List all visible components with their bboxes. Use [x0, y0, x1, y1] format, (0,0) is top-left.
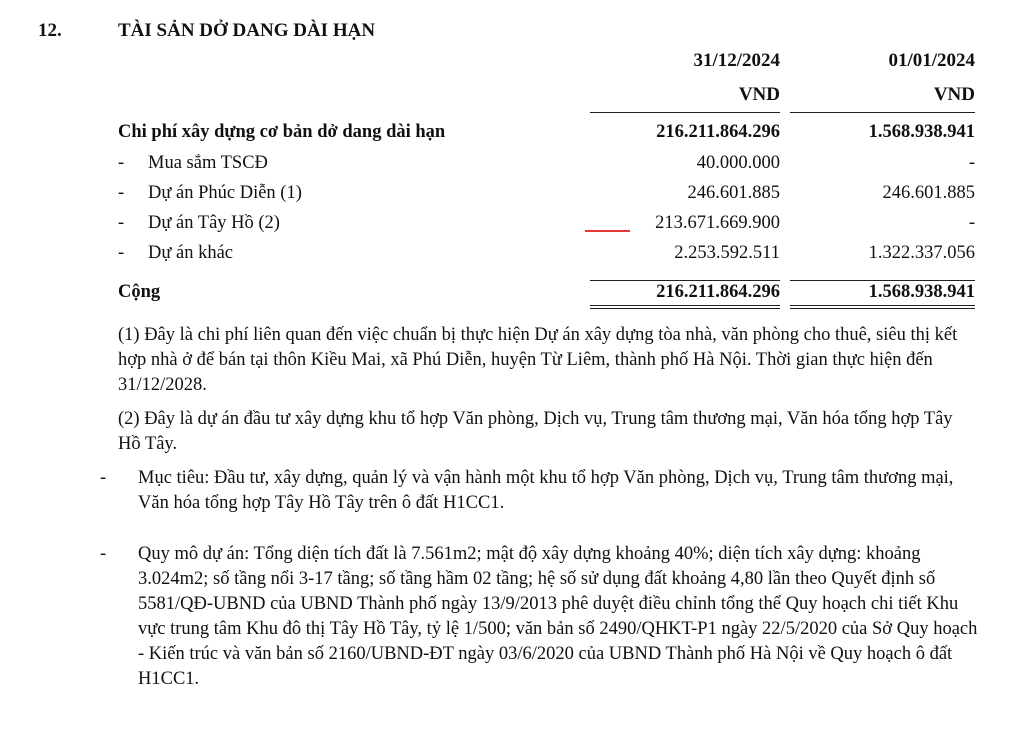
- table-row: [0, 183, 1024, 213]
- row-value-2023: 1.322.337.056: [868, 243, 975, 263]
- row-dash: -: [118, 183, 125, 203]
- table-row: [0, 153, 1024, 183]
- total-double-rule-2a: [790, 305, 975, 306]
- bullet-dash: -: [100, 544, 107, 564]
- footnote-2: (2) Đây là dự án đầu tư xây dựng khu tổ hợp Văn phòng, Dịch vụ, Trung tâm thương mại, Văn hóa tổng hợp Tây Hồ Tây.: [118, 409, 953, 454]
- bullet-dash: -: [100, 468, 107, 488]
- row-dash: -: [118, 153, 125, 173]
- footnote-1: (1) Đây là chi phí liên quan đến việc chuẩn bị thực hiện Dự án xây dựng tòa nhà, văn phòng cho thuê, siêu thị kết hợp nhà ở để bán tại thôn Kiều Mai, xã Phú Diễn, huyện Từ Liêm, thành phố Hà Nội. Thời gian thực hiện đến 31/12/2028.: [118, 325, 958, 395]
- total-rule-top-2: [790, 280, 975, 281]
- section-number: 12.: [38, 20, 62, 41]
- total-double-rule-1a: [590, 305, 780, 306]
- header-underline-2: [790, 112, 975, 113]
- column-header-date-2: 01/01/2024: [888, 50, 975, 71]
- bullet-scale: Quy mô dự án: Tổng diện tích đất là 7.561m2; mật độ xây dựng khoảng 40%; diện tích xây dựng: khoảng 3.024m2; số tầng nổi 3-17 tầng; số tầng hầm 02 tầng; hệ số sử dụng đất khoảng 4,80 lần theo Quyết định số 5581/QĐ-UBND của UBND Thành phố ngày 13/9/2013 phê duyệt điều chỉnh tổng thể Quy hoạch chi tiết Khu vực trung tâm Khu đô thị Tây Hồ Tây, tỷ lệ 1/500; văn bản số 2490/QHKT-P1 ngày 22/5/2020 của Sở Quy hoạch - Kiến trúc và văn bản số 2160/UBND-ĐT ngày 03/6/2020 của UBND Thành phố Hà Nội về Quy hoạch ô đất H1CC1.: [138, 544, 978, 689]
- row-value-2024: 246.601.885: [687, 183, 780, 203]
- row-dash: -: [118, 243, 125, 263]
- total-value-2023: 1.568.938.941: [868, 282, 975, 302]
- row-value-2024: 213.671.669.900: [655, 213, 780, 233]
- column-header-currency-1: VND: [738, 84, 780, 105]
- row-label: Dự án Phúc Diễn (1): [148, 183, 302, 203]
- row-value-2023: 246.601.885: [882, 183, 975, 203]
- bullet-objective: Mục tiêu: Đầu tư, xây dựng, quản lý và vận hành một khu tổ hợp Văn phòng, Dịch vụ, Trung tâm thương mại, Văn hóa tổng hợp Tây Hồ Tây trên ô đất H1CC1.: [138, 468, 954, 513]
- header-underline-1: [590, 112, 780, 113]
- red-annotation-mark: [585, 230, 630, 232]
- row-value-2024: 2.253.592.511: [674, 243, 780, 263]
- total-double-rule-1b: [590, 308, 780, 309]
- table-row: [0, 122, 1024, 152]
- section-title: TÀI SẢN DỞ DANG DÀI HẠN: [118, 20, 376, 41]
- row-value-2024: 216.211.864.296: [656, 122, 780, 142]
- row-label: Mua sắm TSCĐ: [148, 153, 268, 173]
- table-row: [0, 243, 1024, 273]
- table-row: [0, 213, 1024, 243]
- total-double-rule-2b: [790, 308, 975, 309]
- row-value-2024: 40.000.000: [696, 153, 780, 173]
- row-label: Dự án khác: [148, 243, 234, 263]
- row-value-2023: -: [968, 153, 975, 173]
- column-header-date-1: 31/12/2024: [693, 50, 780, 71]
- row-value-2023: -: [968, 213, 975, 233]
- column-header-currency-2: VND: [933, 84, 975, 105]
- total-label: Cộng: [118, 282, 161, 302]
- row-value-2023: 1.568.938.941: [868, 122, 975, 142]
- row-dash: -: [118, 213, 125, 233]
- total-rule-top-1: [590, 280, 780, 281]
- row-label: Dự án Tây Hồ (2): [148, 213, 280, 233]
- row-label: Chi phí xây dựng cơ bản dở dang dài hạn: [118, 122, 446, 142]
- total-value-2024: 216.211.864.296: [656, 282, 780, 302]
